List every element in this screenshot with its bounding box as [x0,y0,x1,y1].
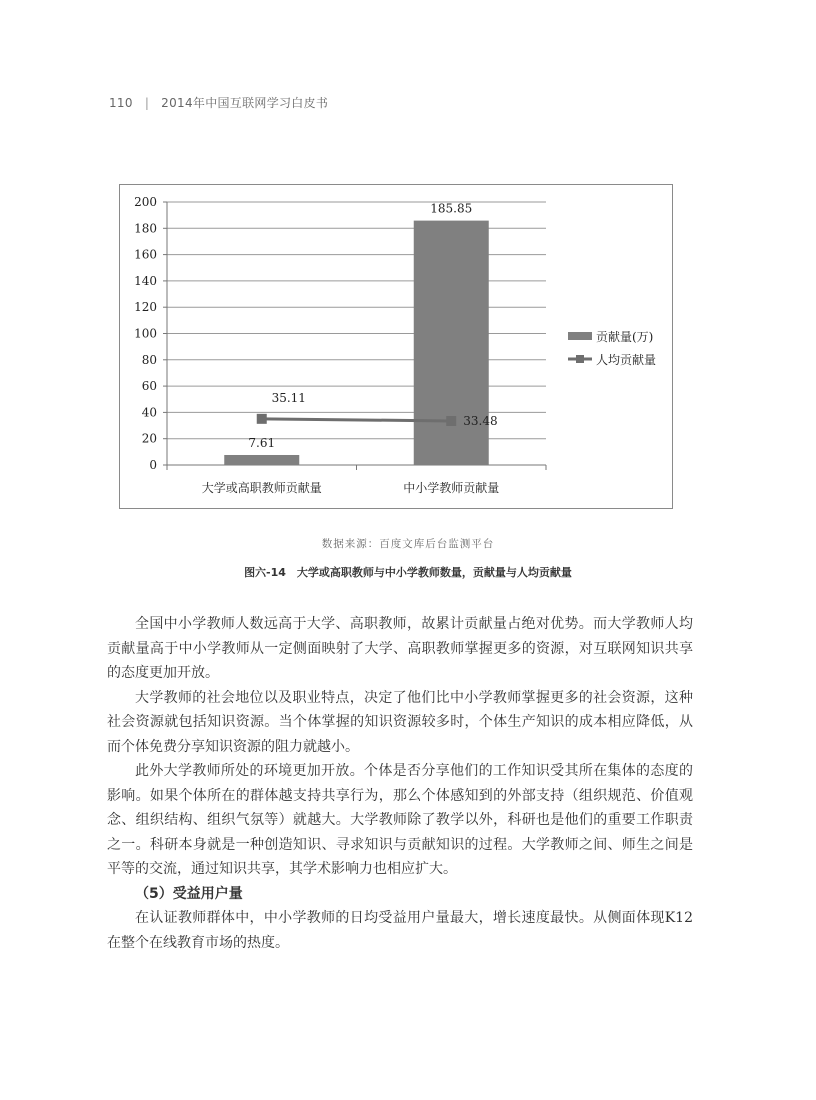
y-tick-label: 20 [141,431,157,446]
legend-line-marker [576,355,584,363]
y-tick-label: 200 [134,195,157,209]
y-tick-label: 180 [134,221,157,236]
page-number: 110 [109,96,133,110]
line-data-label: 35.11 [271,390,306,405]
line-point [257,414,267,424]
y-tick-label: 40 [141,405,157,420]
paragraph-2: 大学教师的社会地位以及职业特点，决定了他们比中小学教师掌握更多的社会资源，这种社会资源就包括知识资源。当个体掌握的知识资源较多时，个体生产知识的成本相应降低，从而个体免费分享知识资源的阻力就越小。 [107,689,693,755]
paragraph-1: 全国中小学教师人数远高于大学、高职教师，故累计贡献量占绝对优势。而大学教师人均贡献量高于中小学教师从一定侧面映射了大学、高职教师掌握更多的资源，对互联网知识共享的态度更加开放。 [107,616,693,681]
paragraph-4: 在认证教师群体中，中小学教师的日均受益用户量最大，增长速度最快。从侧面体现K12在整个在线教育市场的热度。 [107,910,693,951]
y-tick-label: 140 [134,273,157,288]
y-tick-label: 60 [141,379,157,394]
header-separator: | [144,96,150,110]
body-text [107,612,693,955]
chart [120,185,674,510]
paragraph-3: 此外大学教师所处的环境更加开放。个体是否分享他们的工作知识受其所在集体的态度的影响。如果个体所在的群体越支持共享行为，那么个体感知到的外部支持（组织规范、价值观念、组织结构、组织气氛等）就越大。大学教师除了教学以外，科研也是他们的重要工作职责之一。科研本身就是一种创造知识、寻求知识与贡献知识的过程。大学教师之间、师生之间是平等的交流，通过知识共享，其学术影响力也相应扩大。 [107,763,693,877]
chart-frame [119,184,673,509]
bar [414,221,489,465]
x-tick-label: 大学或高职教师贡献量 [201,481,322,495]
y-tick-label: 160 [134,247,157,262]
legend-line-label: 人均贡献量 [596,353,657,367]
y-tick-label: 0 [149,458,157,472]
book-title: 2014年中国互联网学习白皮书 [161,96,329,110]
figure-caption: 图六-14 大学或高职教师与中小学教师数量，贡献量与人均贡献量 [244,566,572,579]
bar-data-label: 7.61 [248,435,276,450]
y-tick-label: 80 [141,352,157,367]
source-caption: 数据来源：百度文库后台监测平台 [321,538,495,550]
y-tick-label: 120 [134,300,157,315]
legend-bar-swatch [568,332,592,340]
section-heading: （5）受益用户量 [135,885,243,902]
bar [224,455,299,465]
page-header [109,94,328,111]
legend-bar-label: 贡献量(万) [596,330,654,344]
line-data-label: 33.48 [463,413,498,428]
bar-data-label: 185.85 [430,201,473,216]
y-tick-label: 100 [134,326,157,341]
x-tick-label: 中小学教师贡献量 [403,481,500,495]
line-point [446,416,456,426]
